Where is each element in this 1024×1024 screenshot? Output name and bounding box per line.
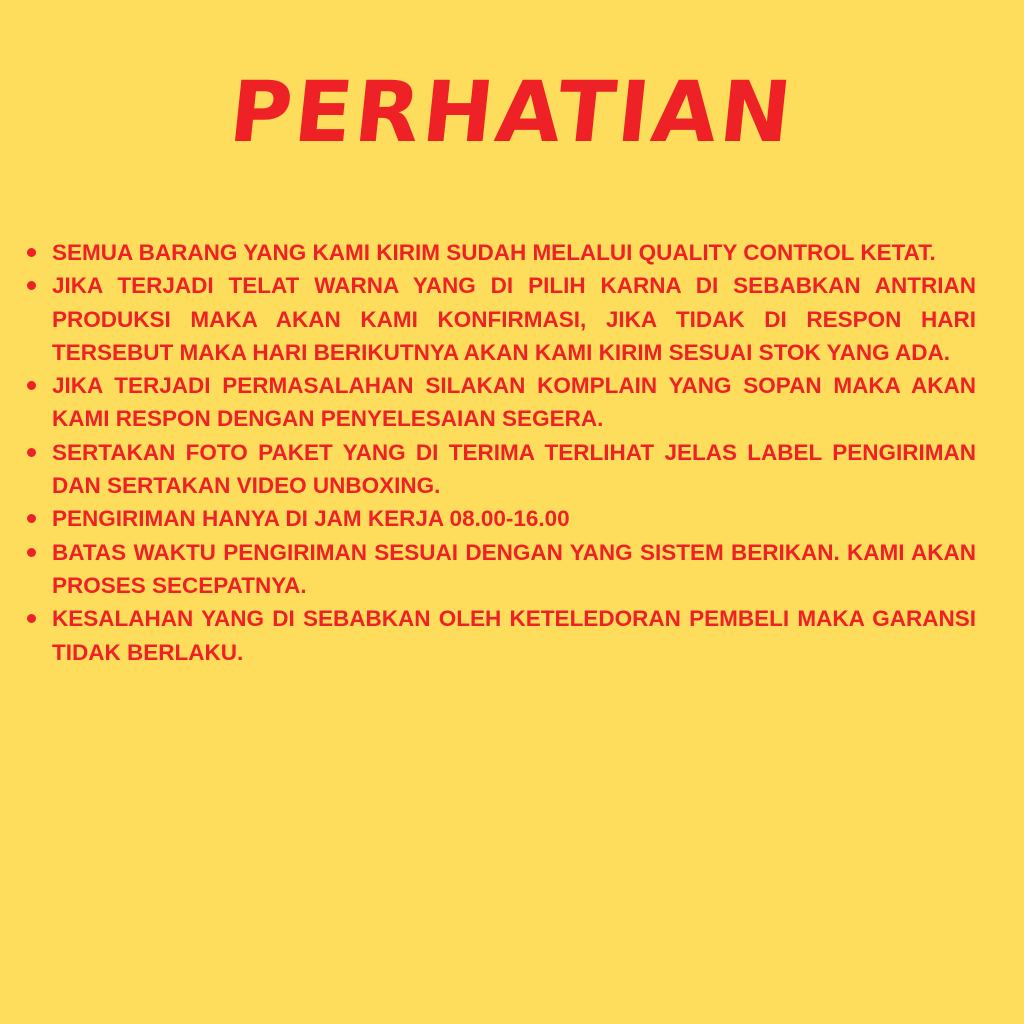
bullet-dot-icon <box>27 381 36 390</box>
list-item <box>24 536 976 603</box>
notice-text: JIKA TERJADI PERMASALAHAN SILAKAN KOMPLAIN YANG SOPAN MAKA AKAN KAMI RESPON DENGAN PENYELESAIAN SEGERA. <box>52 373 976 432</box>
poster-title: PERHATIAN <box>225 63 799 161</box>
notice-list <box>24 236 976 669</box>
list-item <box>24 436 976 503</box>
list-item <box>24 369 976 436</box>
list-item <box>24 269 976 369</box>
notice-text: JIKA TERJADI TELAT WARNA YANG DI PILIH KARNA DI SEBABKAN ANTRIAN PRODUKSI MAKA AKAN KAMI KONFIRMASI, JIKA TIDAK DI RESPON HARI TERSEBUT MAKA HARI BERIKUTNYA AKAN KAMI KIRIM SESUAI STOK YANG ADA. <box>52 273 976 365</box>
bullet-dot-icon <box>27 448 36 457</box>
bullet-dot-icon <box>27 514 36 523</box>
bullet-dot-icon <box>27 281 36 290</box>
bullet-dot-icon <box>27 248 36 257</box>
notice-text: KESALAHAN YANG DI SEBABKAN OLEH KETELEDORAN PEMBELI MAKA GARANSI TIDAK BERLAKU. <box>52 606 976 665</box>
notice-text: SERTAKAN FOTO PAKET YANG DI TERIMA TERLIHAT JELAS LABEL PENGIRIMAN DAN SERTAKAN VIDEO UNBOXING. <box>52 439 976 499</box>
bullet-dot-icon <box>27 548 36 557</box>
bullet-dot-icon <box>27 614 36 623</box>
notice-text: BATAS WAKTU PENGIRIMAN SESUAI DENGAN YANG SISTEM BERIKAN. KAMI AKAN PROSES SECEPATNYA. <box>52 539 976 598</box>
list-item <box>24 602 976 669</box>
notice-text: SEMUA BARANG YANG KAMI KIRIM SUDAH MELALUI QUALITY CONTROL KETAT. <box>52 240 936 265</box>
notice-text: PENGIRIMAN HANYA DI JAM KERJA 08.00-16.00 <box>52 506 570 532</box>
list-item <box>24 502 976 535</box>
list-item <box>24 236 976 269</box>
